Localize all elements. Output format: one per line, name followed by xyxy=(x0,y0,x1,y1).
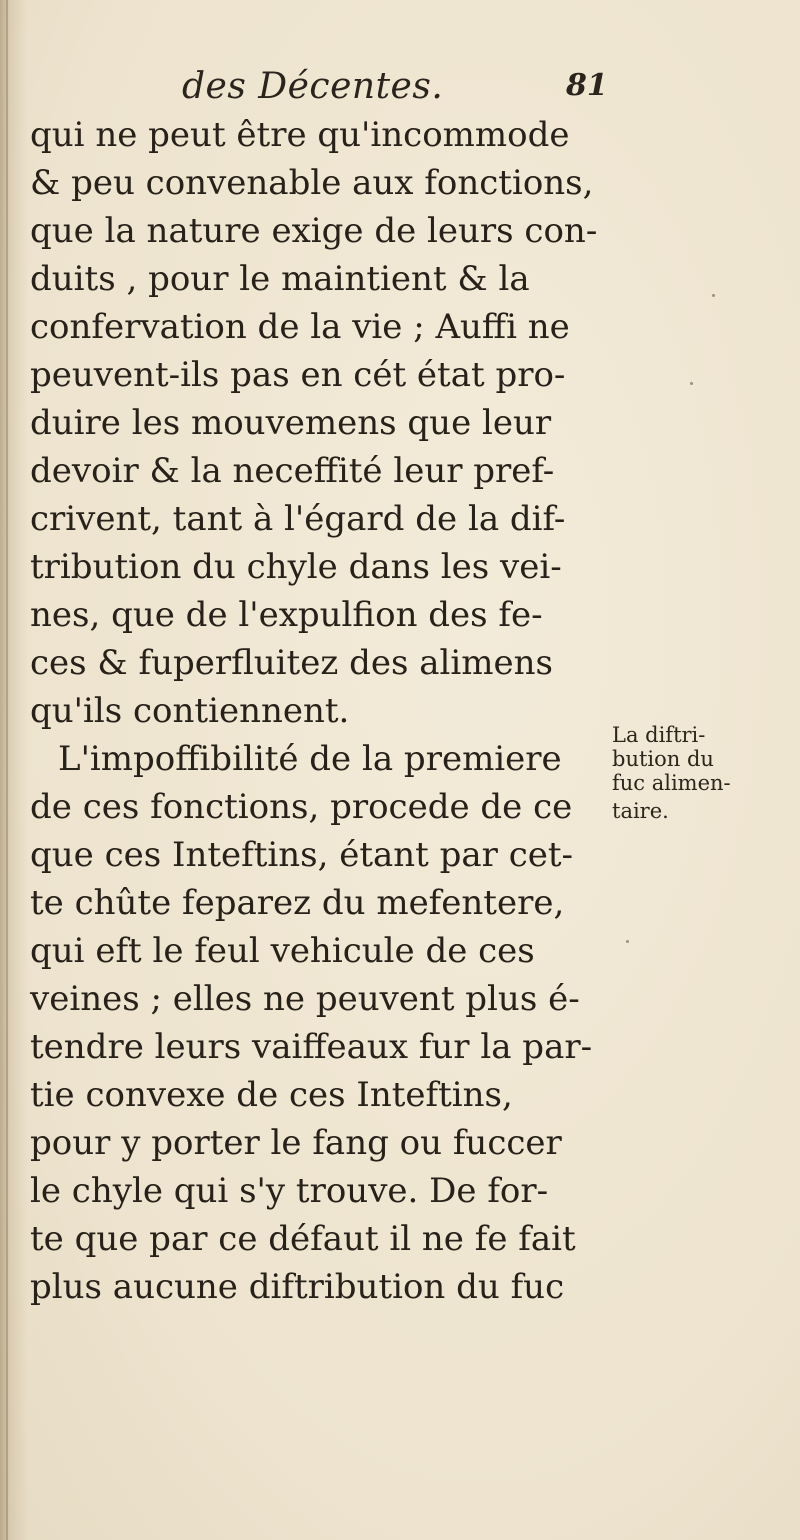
text-line: & peu convenable aux fonctions, xyxy=(30,163,594,203)
text-line: duits , pour le maintient & la xyxy=(30,259,530,299)
margin-note-line: fuc alimen- xyxy=(612,771,731,795)
text-line: tribution du chyle dans les vei- xyxy=(30,547,562,587)
text-line: que ces Inteftins, étant par cet- xyxy=(30,835,574,875)
text-line: nes, que de l'expulfion des fe- xyxy=(30,595,543,635)
paper-speck xyxy=(712,294,715,297)
text-line: pour y porter le fang ou fuccer xyxy=(30,1123,562,1163)
text-line: que la nature exige de leurs con- xyxy=(30,211,598,251)
text-line: te que par ce défaut il ne fe fait xyxy=(30,1219,576,1259)
text-line: veines ; elles ne peuvent plus é- xyxy=(30,979,580,1019)
margin-note-line: bution du xyxy=(612,747,714,771)
text-line: te chûte feparez du mefentere, xyxy=(30,883,565,923)
text-line: devoir & la neceffité leur pref- xyxy=(30,451,555,491)
binding-gutter xyxy=(6,0,8,1540)
text-line: tie convexe de ces Inteftins, xyxy=(30,1075,513,1115)
page-header xyxy=(0,66,800,110)
margin-note-line: La diftri- xyxy=(612,723,706,747)
text-line: qui eft le feul vehicule de ces xyxy=(30,931,535,971)
margin-note-line: taire. xyxy=(612,799,669,823)
text-line: confervation de la vie ; Auffi ne xyxy=(30,307,570,347)
text-line-paragraph-start: L'impoffibilité de la premiere xyxy=(58,739,562,779)
text-line: ces & fuperfluitez des alimens xyxy=(30,643,553,683)
text-line: plus aucune diftribution du fuc xyxy=(30,1267,565,1307)
text-line: qu'ils contiennent. xyxy=(30,691,350,731)
running-head: des Décentes. xyxy=(182,66,444,107)
text-line: qui ne peut être qu'incommode xyxy=(30,115,570,155)
text-line: peuvent-ils pas en cét état pro- xyxy=(30,355,566,395)
page-number: 81 xyxy=(566,68,608,103)
text-line: crivent, tant à l'égard de la dif- xyxy=(30,499,566,539)
text-line: duire les mouvemens que leur xyxy=(30,403,552,443)
text-line: le chyle qui s'y trouve. De for- xyxy=(30,1171,549,1211)
paper-speck xyxy=(690,382,693,385)
text-line: de ces fonctions, procede de ce xyxy=(30,787,573,827)
paper-speck xyxy=(626,940,629,943)
text-line: tendre leurs vaiffeaux fur la par- xyxy=(30,1027,593,1067)
